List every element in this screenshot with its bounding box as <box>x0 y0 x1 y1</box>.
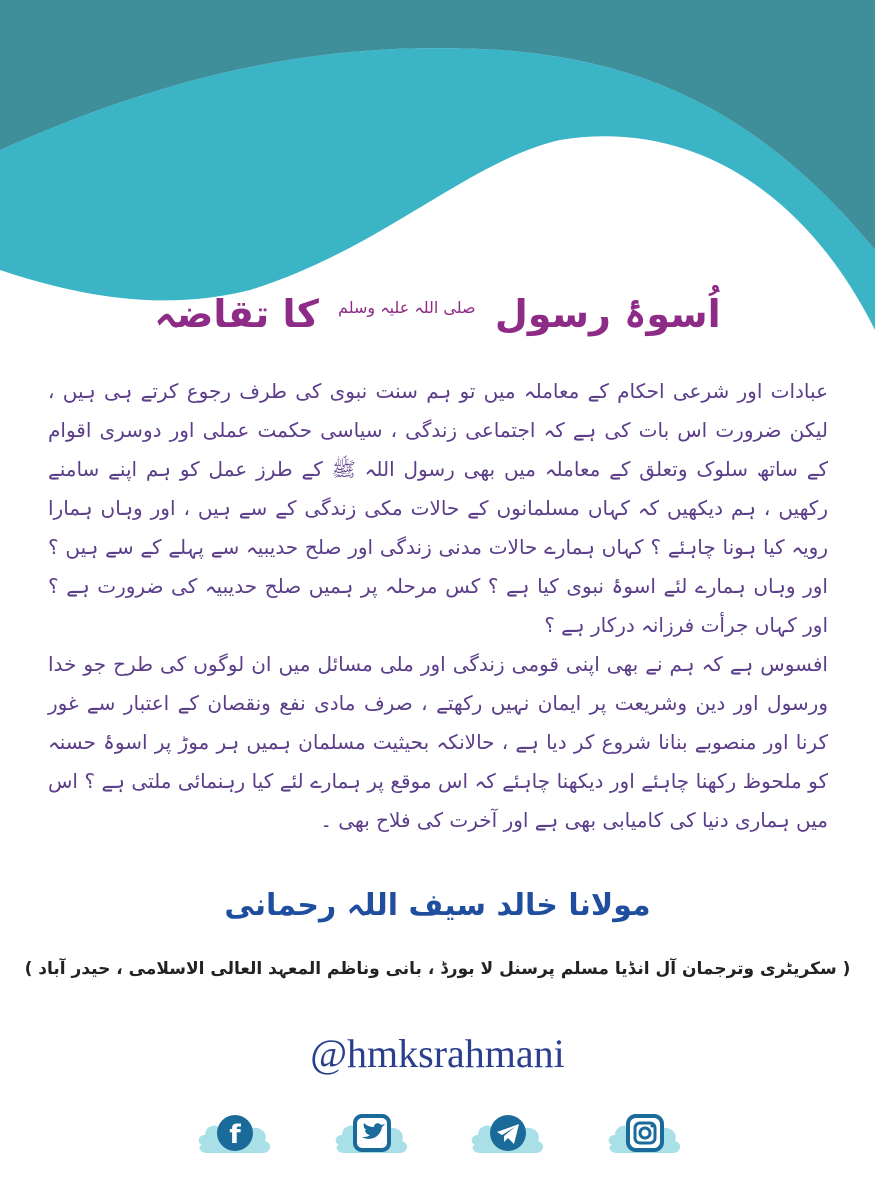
article-body <box>48 372 828 840</box>
twitter-icon[interactable] <box>332 1095 412 1165</box>
paragraph-1: عبادات اور شرعی احکام کے معاملہ میں تو ہم سنت نبوی کی طرف رجوع کرتے ہی ہیں ، لیکن ضرورت اس بات کی ہے کہ اجتماعی زندگی ، سیاسی حکمت عملی اور دوسری اقوام کے ساتھ سلوک وتعلق کے معاملہ میں بھی رسول اللہ ﷺ کے طرز عمل کو ہم اپنے سامنے رکھیں ، ہم دیکھیں کہ کہاں مسلمانوں کے حالات مکی زندگی کے سے ہیں ، اور وہاں ہمارا رویہ کیا ہونا چاہئے ؟ کہاں ہمارے حالات مدنی زندگی اور صلح حدیبیہ سے پہلے کے سے ہیں ؟ اور وہاں ہمارے لئے اسوۂ نبوی کیا ہے ؟ کس مرحلہ پر ہمیں صلح حدیبیہ کی ضرورت ہے ؟ اور کہاں جرأت فرزانہ درکار ہے ؟ <box>48 379 828 637</box>
paragraph-2: افسوس ہے کہ ہم نے بھی اپنی قومی زندگی اور ملی مسائل میں ان لوگوں کی طرح جو خدا ورسول اور دین وشریعت پر ایمان نہیں رکھتے ، صرف مادی نفع ونقصان کے اعتبار سے غور کرنا اور منصوبے بنانا شروع کر دیا ہے ، حالانکہ بحیثیت مسلمان ہمیں ہر موڑ پر اسوۂ حسنہ کو ملحوظ رکھنا چاہئے اور دیکھنا چاہئے کہ اس موقع پر ہمارے لئے کیا رہنمائی ملتی ہے ؟ اس میں ہماری دنیا کی کامیابی بھی ہے اور آخرت کی فلاح بھی ۔ <box>48 652 828 832</box>
telegram-icon[interactable] <box>468 1095 548 1165</box>
svg-text:f: f <box>229 1120 241 1150</box>
author-designation: ( سکریٹری وترجمان آل انڈیا مسلم پرسنل لا بورڈ ، بانی وناظم المعہد العالی الاسلامی ، حیدر آباد ) <box>24 959 851 979</box>
social-handle[interactable]: @hmksrahmani <box>310 1031 565 1076</box>
title-suffix: کا تقاضہ <box>154 292 319 336</box>
title-main: اُسوۂ رسول <box>494 292 721 336</box>
title-honorific: صلی اللہ علیہ وسلم <box>338 298 476 317</box>
page-title <box>0 292 875 336</box>
facebook-icon[interactable] <box>195 1095 275 1165</box>
instagram-icon[interactable] <box>605 1095 685 1165</box>
social-icons-row <box>195 1095 685 1165</box>
author-name: مولانا خالد سیف اللہ رحمانی <box>224 888 651 923</box>
